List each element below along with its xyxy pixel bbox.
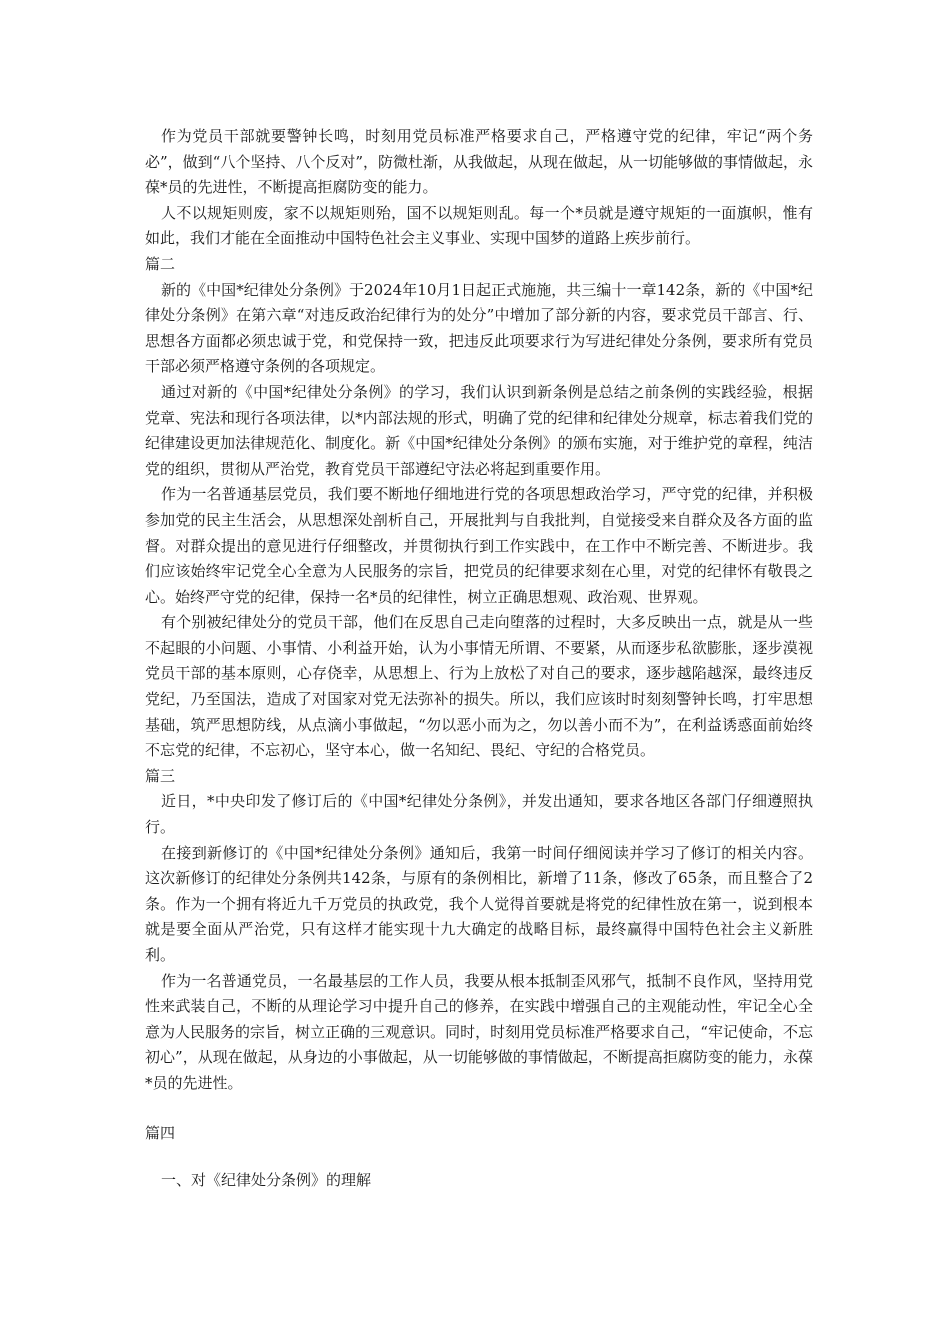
section-heading: 篇三: [145, 766, 176, 785]
paragraph: 作为党员干部就要警钟长鸣，时刻用党员标准严格要求自己，严格遵守党的纪律，牢记“两个务必”，做到“八个坚持、八个反对”，防微杜渐，从我做起，从现在做起，从一切能够做的事情做起，永葆*员的先进性，不断提高拒腐防变的能力。: [145, 127, 814, 197]
spacer: [145, 1146, 813, 1168]
paragraph: 人不以规矩则废，家不以规矩则殆，国不以规矩则乱。每一个*员就是遵守规矩的一面旗帜，惟有如此，我们才能在全面推动中国特色社会主义事业、实现中国梦的道路上疾步前行。: [145, 203, 813, 248]
paragraph: 新的《中国*纪律处分条例》于2024年10月1日起正式施施，共三编十一章142条，新的《中国*纪律处分条例》在第六章“对违反政治纪律行为的处分”中增加了部分新的内容，要求党员干部言、行、思想各方面都必须忠诚于党，和党保持一致，把违反此项要求行为写进纪律处分条例，要求所有党员干部必须严格遵守条例的各项规定。: [145, 280, 813, 376]
paragraph: 作为一名普通党员，一名最基层的工作人员，我要从根本抵制歪风邪气，抵制不良作风，坚持用党性来武装自己，不断的从理论学习中提升自己的修养，在实践中增强自己的主观能动性，牢记全心全意为人民服务的宗旨，树立正确的三观意识。同时，时刻用党员标准严格要求自己，“牢记使命，不忘初心”，从现在做起，从身边的小事做起，从一切能够做的事情做起，不断提高拒腐防变的能力，永葆*员的先进性。: [145, 971, 813, 1092]
paragraph: 作为一名普通基层党员，我们要不断地仔细地进行党的各项思想政治学习，严守党的纪律，并积极参加党的民主生活会，从思想深处剖析自己，开展批判与自我批判，自觉接受来自群众及各方面的监督。对群众提出的意见进行仔细整改，并贯彻执行到工作实践中，在工作中不断完善、不断进步。我们应该始终牢记党全心全意为人民服务的宗旨，把党员的纪律要求刻在心里，对党的纪律怀有敬畏之心。始终严守党的纪律，保持一名*员的纪律性，树立正确思想观、政治观、世界观。: [145, 485, 813, 606]
section-heading: 篇二: [145, 254, 176, 273]
paragraph: 近日，*中央印发了修订后的《中国*纪律处分条例》，并发出通知，要求各地区各部门仔细遵照执行。: [145, 792, 813, 837]
paragraph: 通过对新的《中国*纪律处分条例》的学习，我们认识到新条例是总结之前条例的实践经验，根据党章、宪法和现行各项法律，以*内部法规的形式，明确了党的纪律和纪律处分规章，标志着我们党的纪律建设更加法律规范化、制度化。新《中国*纪律处分条例》的颁布实施，对于维护党的章程，纯洁党的组织，贯彻从严治党，教育党员干部遵纪守法必将起到重要作用。: [145, 382, 813, 478]
document-body: [145, 124, 813, 1194]
section-heading: 篇四: [145, 1123, 176, 1142]
paragraph: 有个别被纪律处分的党员干部，他们在反思自己走向堕落的过程时，大多反映出一点，就是从一些不起眼的小问题、小事情、小利益开始，认为小事情无所谓、不要紧，从而逐步私欲膨胀，逐步漠视党员干部的基本原则，心存侥幸，从思想上、行为上放松了对自己的要求，逐步越陷越深，最终违反党纪，乃至国法，造成了对国家对党无法弥补的损失。所以，我们应该时时刻刻警钟长鸣，打牢思想基础，筑严思想防线，从点滴小事做起，“勿以恶小而为之，勿以善小而不为”，在利益诱惑面前始终不忘党的纪律，不忘初心，坚守本心，做一名知纪、畏纪、守纪的合格党员。: [145, 613, 813, 760]
subheading: 一、对《纪律处分条例》的理解: [161, 1171, 372, 1190]
spacer: [145, 1097, 813, 1121]
paragraph: 在接到新修订的《中国*纪律处分条例》通知后，我第一时间仔细阅读并学习了修订的相关内容。这次新修订的纪律处分条例共142条，与原有的条例相比，新增了11条，修改了65条，而且整合了2条。作为一个拥有将近九千万党员的执政党，我个人觉得首要就是将党的纪律性放在第一，说到根本就是要全面从严治党，只有这样才能实现十九大确定的战略目标，最终赢得中国特色社会主义新胜利。: [145, 843, 813, 964]
